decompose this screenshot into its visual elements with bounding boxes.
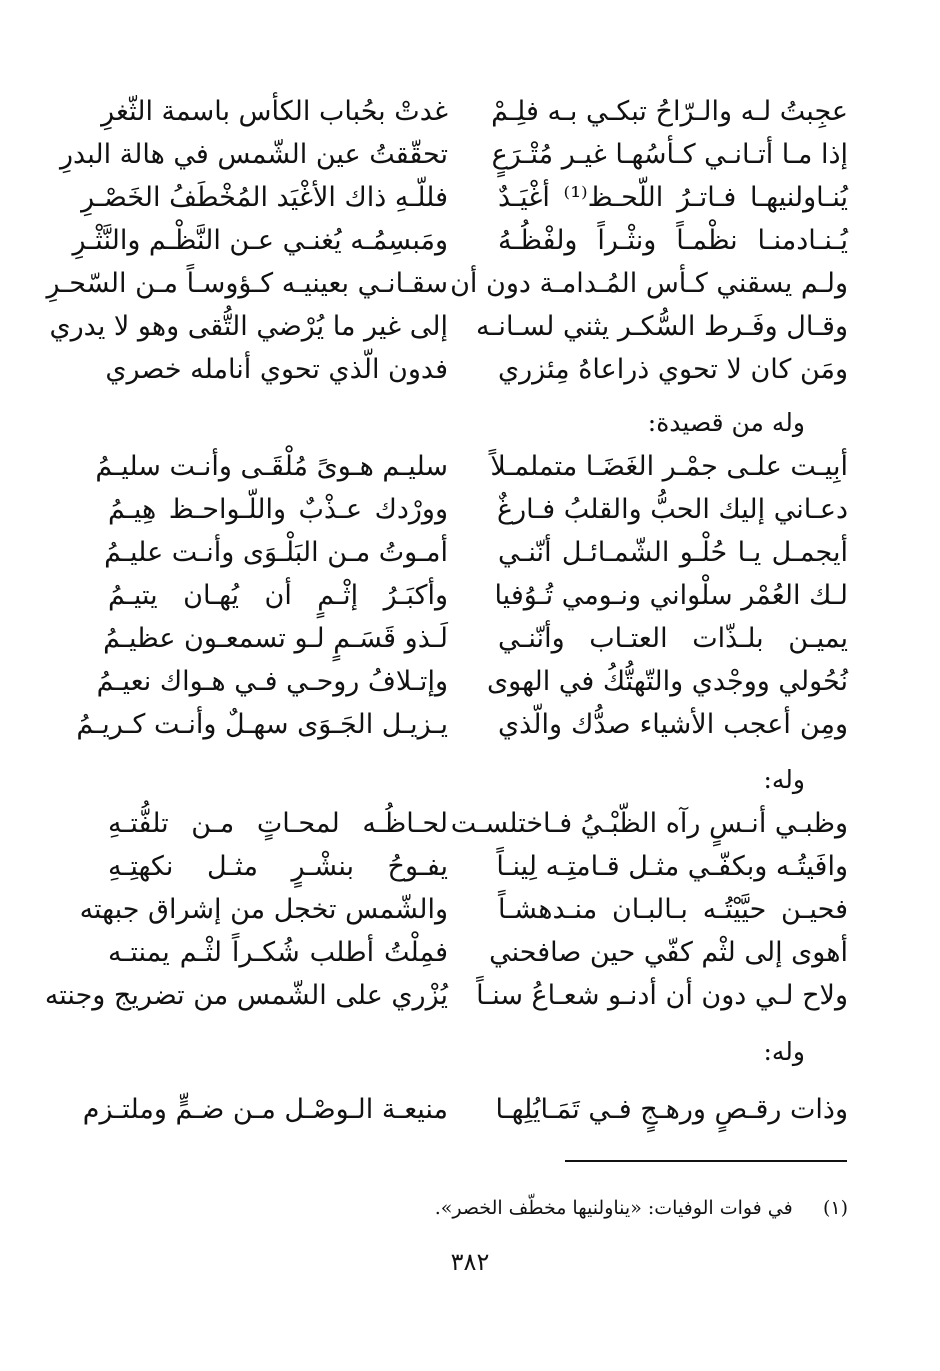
verse-ajuz: وورْدك عـذْبٌ واللّـواحـظ هِيـمُ	[108, 494, 448, 525]
verse-sadr: ولاح لـي دون أن أدنـو شعـاعُ سنـاً	[476, 980, 848, 1011]
verse-ajuz: أمـوتُ مـن البَلْـوَى وأنـت عليـمُ	[104, 537, 448, 568]
verse-sadr: ولـم يسقني كـأس المُـدامـة دون أن	[450, 268, 848, 299]
verse-sadr: ومَن كان لا تحوي ذراعاهُ مِئزري	[497, 354, 848, 385]
verse-ajuz: فمِلْتُ أطلب شُكـراً لثْـم يمنتـه	[108, 937, 448, 968]
verse-sadr: وافَيتُـه وبكفّـي مثـل قـامتِـه لِينـاً	[496, 851, 848, 882]
verse-ajuz: سليـم هـوىً مُلْقَـى وأنـت سليـمُ	[95, 451, 448, 482]
footnote-marker: (١)	[822, 1197, 848, 1219]
verse-sadr: أبِيـت علـى جمْـر الغَضَـا متملمـلاً	[490, 451, 848, 482]
stanza-intro: وله:	[763, 765, 805, 794]
footnote-text: في فوات الوفيات: «يناولنيها مخطّف الخصر».	[434, 1197, 793, 1219]
verse-sadr: يميـن بلـذّات العتـاب وأنّنـي	[498, 623, 848, 654]
verse-sadr: ومِن أعجب الأشياء صدُّك والّذي	[498, 709, 848, 740]
verse-sadr: فحيـن حيَّيْتُـه بـالبـان منـدهشـاً	[498, 894, 848, 925]
verse-ajuz: والشّمس تخجل من إشراق جبهته	[79, 894, 448, 925]
verse-ajuz: لحـاظُـه لمحـاتٍ مـن تلفُّتـهِ	[108, 808, 448, 839]
verse-ajuz: سقـانـي بعينيـه كـؤوسـاً مـن السّحـرِ	[46, 268, 448, 299]
verse-ajuz: لَـذو قَسَـمٍ لـو تسمعـون عظيـمُ	[103, 623, 448, 654]
footnote-separator	[565, 1160, 847, 1162]
page-number: ٣٨٢	[450, 1248, 490, 1276]
verse-sadr: يُنـاولنيهـا فـاتـرُ اللّحـظ⁽¹⁾ أغْيَـدٌ	[498, 182, 848, 213]
verse-ajuz: يُزْري على الشّمس من تضريج وجنته	[44, 980, 448, 1011]
verse-sadr: نُحُولي ووجْدي والتّهتُّكُ في الهوى	[487, 666, 848, 697]
verse-sadr: وقـال وفَـرط السُّكـر يثني لسـانـه	[476, 311, 848, 342]
verse-sadr: وظبـي أنـسٍ رآه الظّبْـيُ فـاختلسـت	[450, 808, 848, 839]
verse-ajuz: تحقّقتُ عين الشّمس في هالة البدرِ	[59, 139, 448, 170]
footnote-spacer	[799, 1197, 817, 1219]
verse-sadr: أهوى إلى لثْم كفّي حين صافحني	[489, 937, 848, 968]
verse-ajuz: فللّـهِ ذاك الأغْيَد المُخْطَفُ الخَصْـرِ	[81, 182, 448, 213]
footnote	[148, 1193, 848, 1223]
verse-ajuz: وإتـلافُ روحـي فـي هـواك نعيـمُ	[96, 666, 448, 697]
verse-ajuz: ومَبسِمُـه يُغنـي عـن النَّظْـم والنَّثْـرِ	[72, 225, 448, 256]
verse-sadr: إذا مـا أتـانـي كـأسُهـا غيـر مُتْـرَعٍ	[491, 139, 848, 170]
verse-ajuz: يـزيـل الجَـوَى سهـلٌ وأنـت كـريـمُ	[76, 709, 448, 740]
verse-sadr: أيجمـل يـا حُلْـو الشّمـائـل أنّنـي	[498, 537, 848, 568]
verse-ajuz: فدون الّذي تحوي أنامله خصري	[105, 354, 448, 385]
verse-sadr: يُـنـادمنـا نظْمـاً ونثْـراً ولفْظُـهُ	[498, 225, 848, 256]
verse-ajuz: منيعـة الـوصْـل مـن ضـمٍّ وملتـزم	[82, 1094, 448, 1125]
verse-ajuz: وأكبَـرُ إثْـمٍ أن يُهـان يتيـمُ	[108, 580, 448, 611]
verse-sadr: وذات رقـصٍ ورهـجٍ فـي تَمَـايُلِهـا	[495, 1094, 848, 1125]
verse-ajuz: يفـوحُ بنشْـرٍ مثـل نكهتِـهِ	[108, 851, 448, 882]
stanza-intro: وله من قصيدة:	[647, 408, 805, 437]
verse-sadr: لـك العُمْر سلْواني ونـومي تُـوُفيا	[494, 580, 848, 611]
verse-ajuz: إلى غير ما يُرْضي التُّقى وهو لا يدري	[49, 311, 448, 342]
verse-sadr: دعـاني إليك الحبُّ والقلبُ فـارغٌ	[497, 494, 848, 525]
verse-ajuz: غدتْ بحُباب الكأس باسمة الثّغرِ	[101, 96, 448, 127]
stanza-intro: وله:	[763, 1037, 805, 1066]
verse-sadr: عجِبتُ لـه والـرّاحُ تبكـي بـه فلِـمْ	[491, 96, 848, 127]
